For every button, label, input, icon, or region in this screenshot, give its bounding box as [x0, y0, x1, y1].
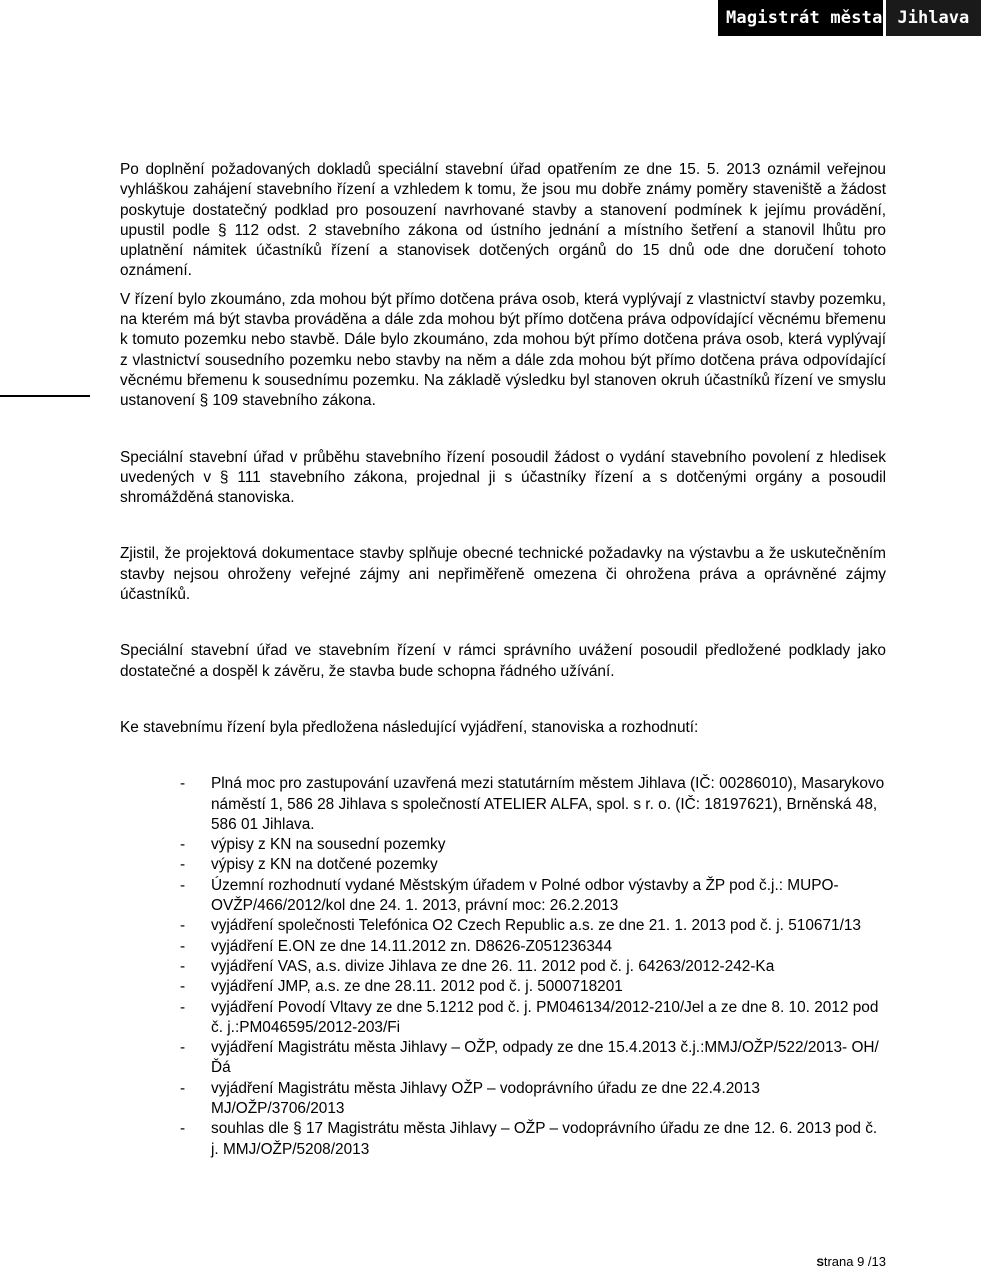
paragraph-findings: Zjistil, že projektová dokumentace stavby splňuje obecné technické požadavky na výstavbu a že uskutečněním stavby nejsou ohroženy veřejné zájmy ani nepřiměřeně omezena či ohrožena práva a oprávněné zájmy účastníků.: [120, 545, 886, 604]
list-item: - Územní rozhodnutí vydané Městským úřadem v Polné odbor výstavby a ŽP pod č.j.: MUPO-OVŽP/466/2012/kol dne 24. 1. 2013, právní moc: 26.2.2013: [120, 876, 886, 917]
header-logo-bar: [718, 0, 970, 36]
page-number-text: trana 9 /13: [823, 1254, 886, 1269]
list-item: - výpisy z KN na sousední pozemky: [120, 835, 886, 855]
header-org-name: Magistrát města: [726, 8, 883, 28]
margin-rule: [0, 395, 90, 397]
page-number: [817, 1254, 887, 1269]
paragraph-participants: V řízení bylo zkoumáno, zda mohou být přímo dotčena práva osob, která vyplývají z vlastnictví stavby pozemku, na kterém má být stavba prováděna a dále zda mohou být přímo dotčena práva odpovídající věcnému břemenu k tomuto pozemku nebo stavbě. Dále bylo zkoumáno, zda mohou být přímo dotčena práva osob, která vyplývají z vlastnictví sousedního pozemku nebo stavby na něm a dále zda mohou být přímo dotčena práva odpovídající věcnému břemenu k sousednímu pozemku. Na základě výsledku byl stanoven okruh účastníků řízení ve smyslu ustanovení § 109 stavebního zákona.: [120, 290, 886, 410]
list-item: - vyjádření E.ON ze dne 14.11.2012 zn. D8626-Z051236344: [120, 937, 886, 957]
paragraph-conclusion: Speciální stavební úřad ve stavebním řízení v rámci správního uvážení posoudil předložené podklady jako dostatečné a dospěl k závěru, že stavba bude schopna řádného užívání.: [120, 642, 886, 680]
paragraph-assessment: Speciální stavební úřad v průběhu stavebního řízení posoudil žádost o vydání stavebního povolení z hledisek uvedených v § 111 stavebního zákona, projednal ji s účastníky řízení a s dotčenými orgány a posoudil shromážděná stanoviska.: [120, 448, 886, 507]
list-item: - vyjádření JMP, a.s. ze dne 28.11. 2012 pod č. j. 5000718201: [120, 977, 886, 997]
paragraph-attachments-intro: Ke stavebnímu řízení byla předložena následující vyjádření, stanoviska a rozhodnutí:: [120, 718, 699, 736]
page-number-mark: S: [816, 1257, 824, 1269]
document-body: [120, 160, 886, 1160]
list-item: - vyjádření společnosti Telefónica O2 Czech Republic a.s. ze dne 21. 1. 2013 pod č. j. 510671/13: [120, 916, 886, 936]
header-city-name: Jihlava: [883, 0, 981, 36]
paragraph-notice: Po doplnění požadovaných dokladů speciální stavební úřad opatřením ze dne 15. 5. 2013 oznámil veřejnou vyhláškou zahájení stavebního řízení a vzhledem k tomu, že jsou mu dobře známy poměry staveniště a žádost poskytuje dostatečný podklad pro posouzení navrhované stavby a stanovení podmínek k jejímu provádění, upustil podle § 112 odst. 2 stavebního zákona od ústního jednání a místního šetření a stanovil lhůtu pro uplatnění námitek účastníků řízení a stanovisek dotčených orgánů do 15 dnů ode dne doručení tohoto oznámení.: [120, 161, 886, 280]
list-item: - Plná moc pro zastupování uzavřená mezi statutárním městem Jihlava (IČ: 00286010), Masarykovo náměstí 1, 586 28 Jihlava s společností ATELIER ALFA, spol. s r. o. (IČ: 18197621), Brněnská 48, 586 01 Jihlava.: [120, 774, 886, 835]
list-item: - vyjádření VAS, a.s. divize Jihlava ze dne 26. 11. 2012 pod č. j. 64263/2012-242-Ka: [120, 957, 886, 977]
list-item: - vyjádření Magistrátu města Jihlavy OŽP – vodoprávního úřadu ze dne 22.4.2013 MJ/OŽP/3706/2013: [120, 1079, 886, 1120]
list-item: - vyjádření Povodí Vltavy ze dne 5.1212 pod č. j. PM046134/2012-210/Jel a ze dne 8. 10. 2012 pod č. j.:PM046595/2012-203/Fi: [120, 998, 886, 1039]
list-item: - souhlas dle § 17 Magistrátu města Jihlavy – OŽP – vodoprávního úřadu ze dne 12. 6. 2013 pod č. j. MMJ/OŽP/5208/2013: [120, 1119, 886, 1160]
list-item: - vyjádření Magistrátu města Jihlavy – OŽP, odpady ze dne 15.4.2013 č.j.:MMJ/OŽP/522/2013- OH/Ďá: [120, 1038, 886, 1079]
list-item: - výpisy z KN na dotčené pozemky: [120, 855, 886, 875]
attachments-list: [120, 774, 886, 1160]
